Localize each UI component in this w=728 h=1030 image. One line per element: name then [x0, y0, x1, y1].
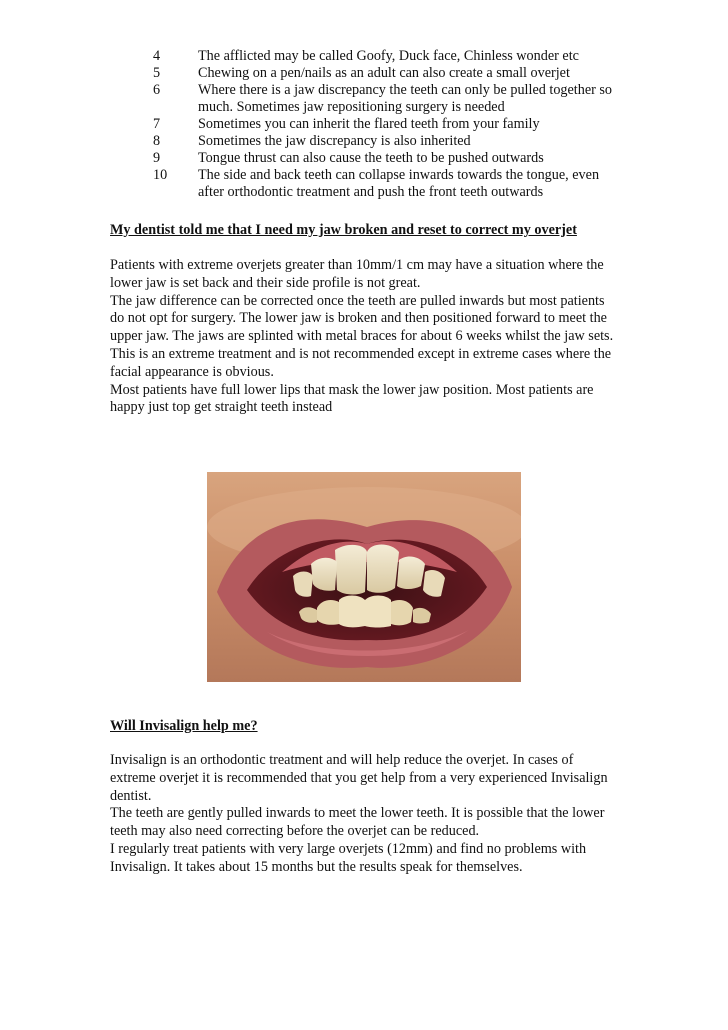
list-item-number: 9	[153, 150, 161, 166]
list-item	[148, 65, 618, 82]
list-item-text: Sometimes the jaw discrepancy is also inherited	[198, 133, 471, 149]
list-item-number: 10	[153, 167, 168, 183]
paragraph: Most patients have full lower lips that mask the lower jaw position. Most patients are happy just top get straight teeth instead	[110, 381, 594, 416]
list-item	[148, 48, 618, 65]
paragraph: This is an extreme treatment and is not recommended except in extreme cases where the facial appearance is obvious.	[110, 345, 612, 380]
list-item	[148, 116, 618, 133]
paragraph: Patients with extreme overjets greater than 10mm/1 cm may have a situation where the lower jaw is set back and their side profile is not great.	[110, 257, 604, 291]
list-item-number: 8	[153, 133, 161, 149]
list-item	[148, 167, 618, 201]
list-item-number: 4	[153, 48, 161, 64]
list-item-number: 6	[153, 82, 161, 98]
paragraph: The jaw difference can be corrected once the teeth are pulled inwards but most patients do not opt for surgery. The lower jaw is broken and then positioned forward to meet the upper jaw. The jaws are splinted with metal braces for about 6 weeks whilst the jaw sets.	[110, 292, 614, 345]
section-heading-invisalign: Will Invisalign help me?	[110, 718, 258, 734]
section-heading-jaw-surgery: My dentist told me that I need my jaw broken and reset to correct my overjet	[110, 222, 577, 238]
numbered-list	[148, 48, 618, 201]
list-item-text: The side and back teeth can collapse inwards towards the tongue, even after orthodontic treatment and push the front teeth outwards	[198, 167, 600, 200]
paragraph: Invisalign is an orthodontic treatment and will help reduce the overjet. In cases of extreme overjet it is recommended that you get help from a very experienced Invisalign dentist.	[110, 752, 608, 804]
teeth-illustration	[207, 472, 521, 682]
section-body-jaw-surgery	[110, 257, 615, 417]
paragraph: I regularly treat patients with very large overjets (12mm) and find no problems with Invisalign. It takes about 15 months but the results speak for themselves.	[110, 840, 587, 875]
list-item-text: The afflicted may be called Goofy, Duck face, Chinless wonder etc	[198, 48, 579, 64]
overjet-teeth-photo	[207, 472, 521, 682]
list-item	[148, 150, 618, 167]
list-item	[148, 82, 618, 116]
list-item-text: Sometimes you can inherit the flared teeth from your family	[198, 116, 540, 132]
list-item-text: Chewing on a pen/nails as an adult can also create a small overjet	[198, 65, 570, 81]
list-item-text: Where there is a jaw discrepancy the teeth can only be pulled together so much. Sometimes jaw repositioning surgery is needed	[198, 82, 613, 115]
list-item-number: 7	[153, 116, 161, 132]
list-item-text: Tongue thrust can also cause the teeth to be pushed outwards	[198, 150, 544, 166]
list-item-number: 5	[153, 65, 161, 81]
section-body-invisalign	[110, 752, 615, 877]
paragraph: The teeth are gently pulled inwards to meet the lower teeth. It is possible that the lower teeth may also need correcting before the overjet can be reduced.	[110, 805, 605, 840]
list-item	[148, 133, 618, 150]
